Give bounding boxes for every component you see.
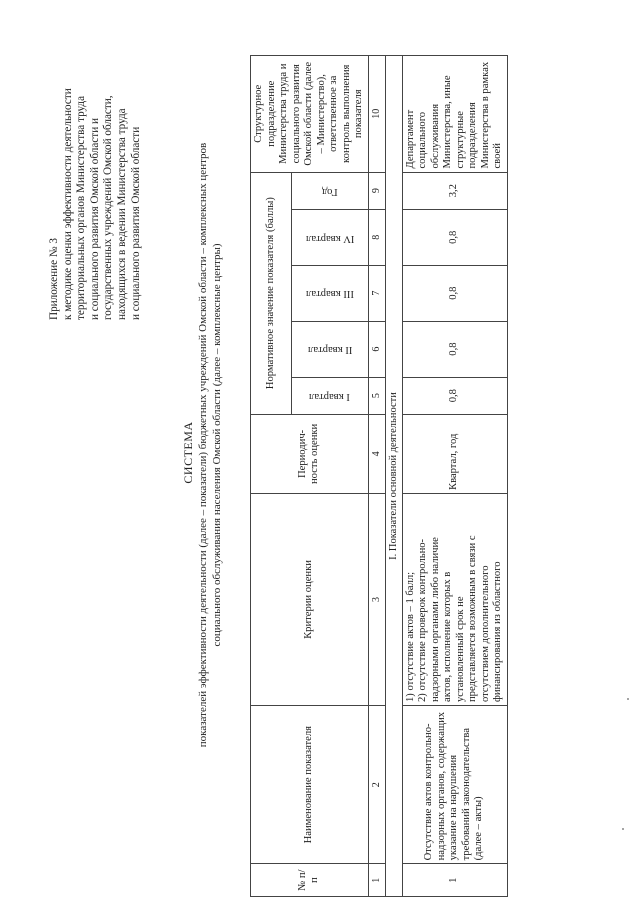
column-index: 4 xyxy=(368,414,385,493)
header-year: Год xyxy=(322,185,338,197)
column-index: 8 xyxy=(368,209,385,265)
header-q2: II квартал xyxy=(307,344,353,356)
column-index: 7 xyxy=(368,265,385,321)
header-q4: IV квартал xyxy=(305,232,355,244)
appendix-line: к методике оценки эффективности деятельности xyxy=(61,88,74,320)
header-q3: III квартал xyxy=(305,288,354,300)
document-title: СИСТЕМА xyxy=(181,421,195,484)
header-department: Структурное подразделение Министерства труда и социального развития Омской области (далее – Министерство), ответственное за контроль выполнения показателя xyxy=(251,56,369,173)
criteria-line: 2) отсутствие проверок контрольно- xyxy=(417,538,428,702)
row-year-value: 3,2 xyxy=(402,172,507,209)
header-q1-cell xyxy=(292,377,368,414)
column-index: 6 xyxy=(368,321,385,377)
header-q2-cell xyxy=(292,321,368,377)
criteria-line: актов, исполнение которых в xyxy=(442,571,453,702)
header-q4-cell xyxy=(292,209,368,265)
row-department: Департамент социального обслуживания Министерства, иные структурные подразделения Министерства в рамках своей xyxy=(402,56,507,173)
criteria-line: установленный срок не xyxy=(454,596,466,702)
subtitle-line: социального обслуживания населения Омской области (далее – комплексные центры) xyxy=(210,243,223,647)
header-normative: Нормативное значение показателя (баллы) xyxy=(251,172,292,414)
appendix-line: и социального развития Омской области xyxy=(129,126,142,320)
column-index: 3 xyxy=(368,494,385,706)
table-row xyxy=(402,56,507,897)
appendix-block xyxy=(48,10,143,320)
appendix-line: и социального развития Омской области и xyxy=(88,118,101,320)
column-index: 9 xyxy=(368,172,385,209)
criteria-line: представляется возможным в связи с xyxy=(467,535,478,702)
section-row xyxy=(385,56,402,897)
scan-speck xyxy=(622,828,624,830)
row-q1-value: 0,8 xyxy=(402,377,507,414)
header-year-cell xyxy=(292,172,368,209)
section-title: I. Показатели основной деятельности xyxy=(385,56,402,897)
column-index: 2 xyxy=(368,705,385,863)
header-num: № п/п xyxy=(251,864,369,897)
appendix-line: государственных учреждений Омской области, xyxy=(102,95,115,320)
indicators-table xyxy=(250,55,508,897)
header-q3-cell xyxy=(292,265,368,321)
row-q4-value: 0,8 xyxy=(402,209,507,265)
scan-speck xyxy=(627,698,629,700)
column-index-row xyxy=(368,56,385,897)
criteria-line: надзорными органами либо наличие xyxy=(429,537,441,702)
header-criteria: Критерии оценки xyxy=(251,494,369,706)
column-index: 5 xyxy=(368,377,385,414)
column-index: 10 xyxy=(368,56,385,173)
row-q2-value: 0,8 xyxy=(402,321,507,377)
document-subtitle xyxy=(197,95,224,795)
header-periodicity: Периодич-ность оценки xyxy=(251,414,369,493)
subtitle-line: показателей эффективности деятельности (далее – показатели) бюджетных учреждений Омской области – комплексных центров xyxy=(197,142,209,748)
column-index: 1 xyxy=(368,864,385,897)
row-criteria xyxy=(402,494,507,706)
appendix-line: находящихся в ведении Министерства труда xyxy=(115,108,128,320)
row-number: 1 xyxy=(402,864,507,897)
appendix-line: Приложение № 3 xyxy=(48,238,60,320)
row-indicator-name: Отсутствие актов контрольно-надзорных органов, содержащих указание на нарушения требований законодательства (далее – акты) xyxy=(402,705,507,863)
criteria-line: 1) отсутствие актов – 1 балл; xyxy=(404,571,416,702)
header-q1: I квартал xyxy=(309,390,351,402)
header-indicator-name: Наименование показателя xyxy=(251,705,369,863)
appendix-line: территориальных органов Министерства труда xyxy=(75,95,88,320)
row-q3-value: 0,8 xyxy=(402,265,507,321)
row-periodicity: Квартал, год xyxy=(402,414,507,493)
criteria-line: финансирования из областного xyxy=(492,561,503,702)
criteria-line: отсутствием дополнительного xyxy=(479,565,491,702)
